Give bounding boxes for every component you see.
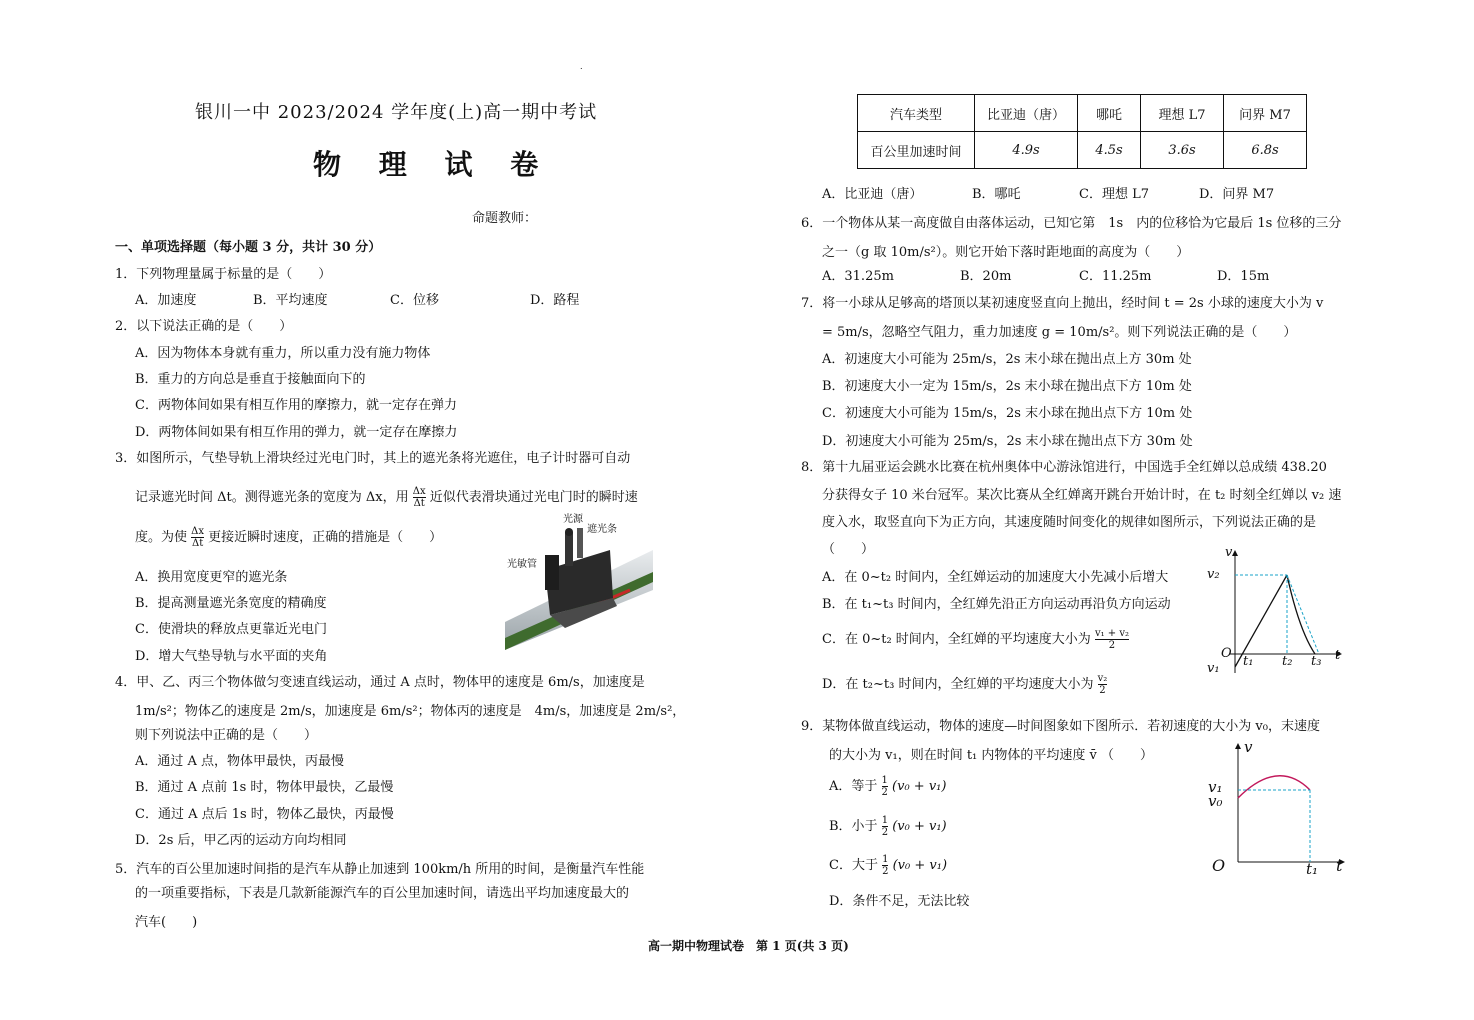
table-cell: 4.5s xyxy=(1078,132,1141,169)
q5-line2: 的一项重要指标，下表是几款新能源汽车的百公里加速时间，请选出平均加速度最大的 xyxy=(135,886,630,901)
label-light-source: 光源 xyxy=(563,514,583,525)
q1-option-c: C．位移 xyxy=(390,293,439,308)
q4-option-b: B．通过 A 点前 1s 时，物体甲最快，乙最慢 xyxy=(135,780,394,795)
q6-line2: 之一（g 取 10m/s²）。则它开始下落时距地面的高度为（ ） xyxy=(822,245,1190,260)
q9-label-v0: v₀ xyxy=(1208,792,1223,810)
table-cell: 百公里加速时间 xyxy=(858,132,975,169)
q8-option-c: C．在 0~t₂ 时间内，全红婵的平均速度大小为 $\frac{\text{v₁ + v₂}}{2}$ xyxy=(822,628,1130,651)
q5-line1: 5．汽车的百公里加速时间指的是汽车从静止加速到 100km/h 所用的时间，是衡量汽车性能 xyxy=(115,862,645,877)
q7-option-a: A．初速度大小可能为 25m/s，2s 末小球在抛出点上方 30m 处 xyxy=(822,352,1192,367)
q7-option-b: B．初速度大小一定为 15m/s，2s 末小球在抛出点下方 10m 处 xyxy=(822,379,1192,394)
q4-line1: 4．甲、乙、丙三个物体做匀变速直线运动，通过 A 点时，物体甲的速度是 6m/s，加速度是 xyxy=(115,675,645,690)
q3-line2: 记录遮光时间 Δt。测得遮光条的宽度为 Δx，用 $\frac{\Delta x}{\Delta t}$ 近似代表滑块通过光电门时的瞬时速 xyxy=(135,486,638,509)
page-footer: 高一期中物理试卷 第 1 页(共 3 页) xyxy=(648,939,849,953)
q9-axis-t: t xyxy=(1336,856,1343,875)
q8-line3: 度入水，取竖直向下为正方向，其速度随时间变化的规律如图所示，下列说法正确的是 xyxy=(822,515,1317,530)
q9-a-half: $\frac{1}{2}$ xyxy=(881,775,888,798)
q9-option-a: A．等于 $\frac{1}{2}$ (v₀ + v₁) xyxy=(829,775,947,798)
q8-label-origin: O xyxy=(1221,646,1232,661)
q5-option-c: C．理想 L7 xyxy=(1079,187,1149,202)
q1-option-a: A．加速度 xyxy=(135,293,197,308)
exam-title: 银川一中 2023/2024 学年度(上)高一期中考试 xyxy=(195,102,598,123)
q9-c-half: $\frac{1}{2}$ xyxy=(882,854,889,877)
table-row xyxy=(858,95,1307,132)
table-cell: 3.6s xyxy=(1141,132,1224,169)
q6-line1: 6．一个物体从某一高度做自由落体运动，已知它第 1s 内的位移恰为它最后 1s 位移的三分 xyxy=(801,216,1342,231)
q7-option-d: D．初速度大小可能为 25m/s，2s 末小球在抛出点下方 30m 处 xyxy=(822,434,1193,449)
top-dot: . xyxy=(580,62,583,71)
q1-option-b: B．平均速度 xyxy=(253,293,328,308)
q5-line3: 汽车( ) xyxy=(135,915,198,930)
q1-stem: 1．下列物理量属于标量的是（ ） xyxy=(115,267,332,282)
q8-label-v1: v₁ xyxy=(1207,661,1220,676)
q4-option-c: C．通过 A 点后 1s 时，物体乙最快，丙最慢 xyxy=(135,807,394,822)
q8-label-t3: t₃ xyxy=(1311,654,1322,669)
q3-line1: 3．如图所示，气垫导轨上滑块经过光电门时，其上的遮光条将光遮住，电子计时器可自动 xyxy=(115,451,631,466)
q9-vt-graph xyxy=(1208,738,1348,883)
q9-option-d: D．条件不足，无法比较 xyxy=(829,894,970,909)
label-photo-tube: 光敏管 xyxy=(507,559,537,570)
q5-option-d: D．问界 M7 xyxy=(1199,187,1275,202)
q8-label-t2: t₂ xyxy=(1282,654,1293,669)
q4-option-a: A．通过 A 点，物体甲最快，丙最慢 xyxy=(135,754,345,769)
q4-line2: 1m/s²；物体乙的速度是 2m/s，加速度是 6m/s²；物体丙的速度是 4m/s，加速度是 2m/s²， xyxy=(135,704,686,719)
q8-option-d: D．在 t₂~t₃ 时间内，全红婵的平均速度大小为 $\frac{\text{v₂}}{2}$ xyxy=(822,673,1108,696)
q1-option-d: D．路程 xyxy=(530,293,580,308)
q3-option-b: B．提高测量遮光条宽度的精确度 xyxy=(135,596,327,611)
table-row xyxy=(858,132,1307,169)
q3-option-c: C．使滑块的释放点更靠近光电门 xyxy=(135,622,327,637)
q3-fraction-2: $\frac{\Delta x}{\Delta t}$ xyxy=(191,526,205,549)
q5-option-a: A．比亚迪（唐） xyxy=(822,187,923,202)
q4-line3: 则下列说法中正确的是（ ） xyxy=(135,728,318,743)
q8-c-fraction: $\frac{\text{v₁ + v₂}}{2}$ xyxy=(1094,628,1130,651)
q3-option-d: D．增大气垫导轨与水平面的夹角 xyxy=(135,649,328,664)
car-acceleration-table xyxy=(857,94,1307,169)
table-cell: 比亚迪（唐） xyxy=(975,95,1078,132)
q3-line3: 度。为使 $\frac{\Delta x}{\Delta t}$ 更接近瞬时速度，正确的措施是（ ） xyxy=(135,526,443,549)
q8-d-fraction: $\frac{\text{v₂}}{2}$ xyxy=(1097,673,1108,696)
q6-option-d: D．15m xyxy=(1217,269,1270,284)
q8-axis-v: v xyxy=(1225,545,1233,560)
q9-label-v1: v₁ xyxy=(1208,778,1223,796)
q8-option-b: B．在 t₁~t₃ 时间内，全红婵先沿正方向运动再沿负方向运动 xyxy=(822,597,1171,612)
q3-fraction-1: $\frac{\Delta x}{\Delta t}$ xyxy=(412,486,426,509)
q8-line2: 分获得女子 10 米台冠军。某次比赛从全红婵离开跳台开始计时，在 t₂ 时刻全红婵以 v₂ 速 xyxy=(822,488,1342,503)
q8-line1: 8．第十九届亚运会跳水比赛在杭州奥体中心游泳馆进行，中国选手全红婵以总成绩 438.20 xyxy=(801,460,1327,475)
q2-option-d: D．两物体间如果有相互作用的弹力，就一定存在摩擦力 xyxy=(135,425,458,440)
label-strip: 遮光条 xyxy=(587,524,617,535)
table-cell: 问界 M7 xyxy=(1224,95,1307,132)
q3-option-a: A．换用宽度更窄的遮光条 xyxy=(135,570,288,585)
q9-option-c: C．大于 $\frac{1}{2}$ (v₀ + v₁) xyxy=(829,854,948,877)
q9-line1: 9．某物体做直线运动，物体的速度—时间图象如下图所示．若初速度的大小为 v₀，末速度 xyxy=(801,719,1320,734)
q2-option-a: A．因为物体本身就有重力，所以重力没有施力物体 xyxy=(135,346,431,361)
table-cell: 哪吒 xyxy=(1078,95,1141,132)
q9-line2: 的大小为 v₁，则在时间 t₁ 内物体的平均速度 v̄ （ ） xyxy=(829,748,1153,763)
q7-line1: 7．将一小球从足够高的塔顶以某初速度竖直向上抛出，经时间 t = 2s 小球的速度大小为 v xyxy=(801,296,1324,311)
q6-option-a: A．31.25m xyxy=(822,269,894,284)
table-cell: 6.8s xyxy=(1224,132,1307,169)
q8-label-t1: t₁ xyxy=(1243,654,1254,669)
q8-option-a: A．在 0~t₂ 时间内，全红婵运动的加速度大小先减小后增大 xyxy=(822,570,1169,585)
q9-option-b: B．小于 $\frac{1}{2}$ (v₀ + v₁) xyxy=(829,815,947,838)
q2-option-c: C．两物体间如果有相互作用的摩擦力，就一定存在弹力 xyxy=(135,398,457,413)
q9-label-t1: t₁ xyxy=(1306,860,1319,878)
section-heading: 一、单项选择题（每小题 3 分，共计 30 分） xyxy=(115,240,382,255)
q6-option-b: B．20m xyxy=(960,269,1012,284)
table-cell: 理想 L7 xyxy=(1141,95,1224,132)
q5-option-b: B．哪吒 xyxy=(972,187,1021,202)
table-cell: 4.9s xyxy=(975,132,1078,169)
table-cell: 汽车类型 xyxy=(858,95,975,132)
q7-option-c: C．初速度大小可能为 15m/s，2s 末小球在抛出点下方 10m 处 xyxy=(822,406,1193,421)
q2-option-b: B．重力的方向总是垂直于接触面向下的 xyxy=(135,372,366,387)
q4-option-d: D．2s 后，甲乙丙的运动方向均相同 xyxy=(135,833,347,848)
q8-vt-graph xyxy=(1207,545,1345,680)
q9-b-half: $\frac{1}{2}$ xyxy=(881,815,889,838)
q8-axis-t: t xyxy=(1335,648,1341,663)
q6-option-c: C．11.25m xyxy=(1079,269,1152,284)
q7-line2: = 5m/s，忽略空气阻力，重力加速度 g = 10m/s²。则下列说法正确的是（ ） xyxy=(822,325,1297,340)
q8-line4: （ ） xyxy=(822,542,875,557)
q8-label-v2: v₂ xyxy=(1207,567,1220,582)
q9-axis-v: v xyxy=(1244,738,1253,756)
author-line: 命题教师： xyxy=(472,211,538,226)
air-track-photo xyxy=(505,510,653,650)
paper-title: 物 理 试 卷 xyxy=(313,148,553,181)
q2-stem: 2．以下说法正确的是（ ） xyxy=(115,319,293,334)
q9-label-origin: O xyxy=(1212,856,1226,875)
